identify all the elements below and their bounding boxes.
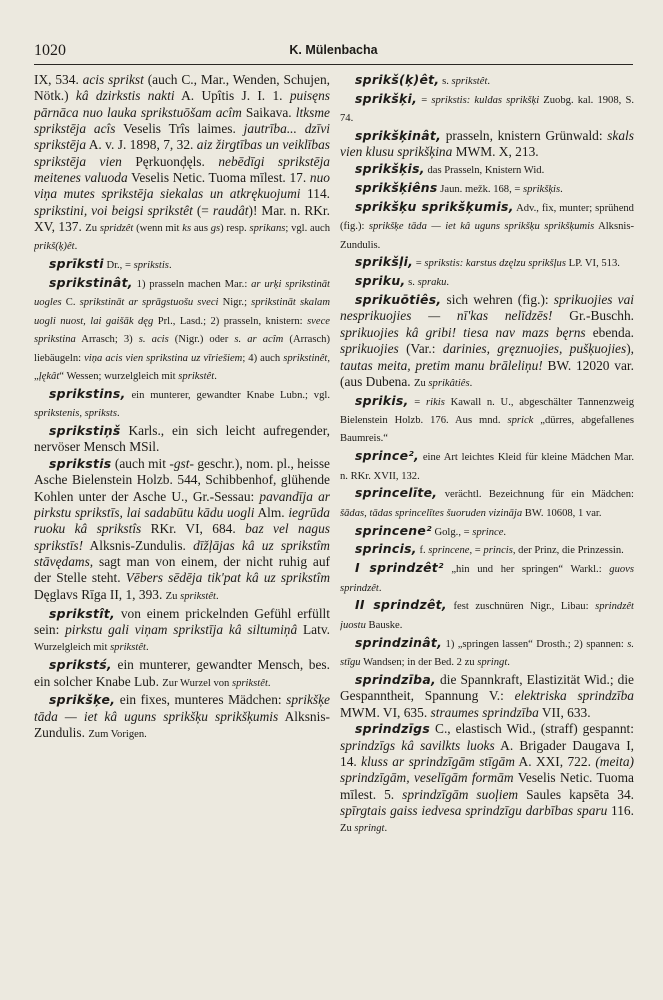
entry-text: sprikuojies kâ gribi! tiesa nav mazs bęrns xyxy=(340,324,586,340)
entry-text: straumes sprindzība xyxy=(430,704,539,720)
entry-text: Pęrkuonḑęls. xyxy=(121,153,219,169)
entry-headword: sprindzība, xyxy=(355,671,436,687)
entry-text: sprikuojies vai nesprikuojies — nī'kas nelīdzēs! xyxy=(340,292,634,324)
entry-text: . xyxy=(507,657,510,668)
entry-text: Latv. xyxy=(297,622,330,637)
entry-text: 1) „springen lassen“ Drosth.; 2) spannen: xyxy=(442,638,628,650)
entry-text: . xyxy=(560,184,563,196)
entry-text: sprikstini, voi beigsi sprikstêt xyxy=(34,202,193,218)
entry-text: . xyxy=(503,526,507,538)
entry-text: ein fixes, munteres Mädchen: xyxy=(115,692,287,708)
entry-headword: sprikstis xyxy=(49,456,112,472)
entry-text: spīrgtais gaiss iedvesa sprindzīgu darbības sparu xyxy=(340,803,608,819)
entry-text: sprikuojies xyxy=(340,341,399,357)
dictionary-entry xyxy=(340,541,634,559)
entry-text: , = xyxy=(469,545,484,557)
entry-text: 1) prasseln machen Mar.: xyxy=(132,279,252,291)
entry-text: rikis xyxy=(426,396,445,408)
entry-text: sprikstêt xyxy=(231,677,268,689)
entry-text: C., elastisch Wid., (straff) gespannt: xyxy=(430,721,634,737)
entry-text: sprikstêt xyxy=(451,76,488,87)
entry-text: Alksnis-Zundulis. xyxy=(340,221,634,251)
entry-text: iegrūda ruoku kâ sprikstîs xyxy=(34,505,330,537)
dictionary-entry xyxy=(34,256,330,274)
dictionary-entry xyxy=(34,72,330,256)
entry-text: ltksme sprikstēja acîs xyxy=(34,104,330,137)
entry-text: C. xyxy=(61,297,80,309)
entry-text: RKr. VI, 684. xyxy=(141,521,246,537)
entry-text: Arrasch; 3) xyxy=(75,334,139,346)
entry-text: s. xyxy=(439,76,452,87)
entry-text: viņa acis vien sprikstina uz vīriešiem xyxy=(84,352,243,364)
entry-text: ebenda. xyxy=(585,324,634,340)
entry-text: springt xyxy=(477,657,508,668)
entry-text: Veselis Netic. Tuoma mīlest. 17. xyxy=(127,170,310,186)
entry-headword: spriku, xyxy=(355,273,406,289)
entry-text: ks xyxy=(182,223,192,235)
entry-text: sprikstis: kuldas sprikšķi xyxy=(431,94,540,106)
entry-text: BW. 10608, 1 var. xyxy=(522,507,602,519)
entry-headword: sprince², xyxy=(355,448,420,464)
entry-text: . xyxy=(446,277,450,289)
dictionary-entry xyxy=(340,721,634,837)
entry-text: jautrība... dzīvi sprikstēja xyxy=(34,121,330,153)
entry-headword: sprindzīgs xyxy=(355,721,430,737)
entry-text: . xyxy=(267,677,271,689)
dictionary-entry xyxy=(340,597,634,634)
entry-text: ļękât xyxy=(38,370,60,382)
dictionary-entry xyxy=(340,485,634,522)
entry-text: Zu xyxy=(414,377,429,389)
entry-text: Golg., = xyxy=(431,526,473,538)
entry-text: raudât xyxy=(212,202,249,218)
entry-text: sich wehren (fig.): xyxy=(441,292,554,308)
dictionary-entry xyxy=(340,91,634,128)
entry-text: princis xyxy=(483,545,513,557)
entry-text: s. acis xyxy=(138,334,169,346)
entry-headword: sprincene² xyxy=(355,522,432,538)
entry-text: kâ dzirkstis nakti xyxy=(75,88,175,104)
entry-text: Veselis Netic. Tuoma mīlest. 5. xyxy=(340,770,634,802)
entry-text: s. xyxy=(405,277,418,289)
dictionary-entry xyxy=(34,606,330,657)
entry-text: pavandīja ar pirkstu sprikstīs, lai sadabūtu kādu uogli xyxy=(34,488,330,521)
entry-text: ar urķi sprikstināt uogles xyxy=(34,279,330,309)
entry-text: (auch C., Mar., Wenden, Schujen, Nötk.) xyxy=(34,72,330,104)
entry-text: 116. xyxy=(607,803,634,819)
dictionary-entry xyxy=(34,423,330,456)
entry-headword: sprincelīte, xyxy=(355,485,438,501)
entry-text: tautas meita, pretim manu brāleliņu! xyxy=(340,357,543,373)
entry-text: . xyxy=(74,241,78,253)
entry-text: acis sprikst xyxy=(82,72,144,87)
entry-text: sprikstis xyxy=(133,260,169,272)
entry-text: = xyxy=(413,258,425,270)
entry-text: springt xyxy=(354,823,385,835)
entry-text: VII, 633. xyxy=(538,704,591,720)
entry-text: spraku xyxy=(417,277,447,289)
entry-text: darinies, gręznuojies, pušķuojies xyxy=(442,341,627,357)
entry-headword: sprindzinât, xyxy=(355,634,443,650)
entry-text: šādas, tādas sprincelītes šuoruden vizināja xyxy=(340,507,523,519)
entry-text: sagt man von einem, der nicht ruhig auf der Stelle steht. xyxy=(34,554,330,586)
entry-text: s. stīgu xyxy=(340,638,634,668)
entry-headword: sprikstś, xyxy=(49,657,112,673)
entry-text: BW. 12020 var. (aus Dubena. xyxy=(340,357,634,389)
entry-text: sprikšķe tāda — iet kâ uguns sprikšķu sprikšķumis xyxy=(368,221,595,233)
entry-text: MWM. VI, 635. xyxy=(340,704,431,720)
entry-text: Bauske. xyxy=(365,619,403,631)
entry-headword: sprincis, xyxy=(355,541,417,557)
entry-headword: sprikš(ķ)êt, xyxy=(355,72,440,87)
entry-text: Alksnis-Zundulis. xyxy=(83,537,194,553)
entry-text: sprikstinêt xyxy=(283,352,328,364)
entry-text: geschr.), nom. pl., heisse Asche Bielenstein Holzb. 544, Schibbenhof, glühende Kohlen unter der Asche U., Gr.-Sessau: xyxy=(34,456,330,504)
entry-text: )! Mar. n. RKr. XV, 137. xyxy=(34,202,330,235)
entry-text: Vēbers sēdēja tik'pat kâ uz sprikstîm xyxy=(125,570,330,586)
entry-text: -gst- xyxy=(169,456,194,472)
entry-text: kluss ar sprindzīgām stīgām xyxy=(361,754,515,770)
entry-text: aiz žirgtības un veiklības sprikstēja vien xyxy=(34,137,330,169)
entry-text: sprince xyxy=(472,526,504,538)
entry-text: pirkstu gali viņam sprikstīja kâ siltumiņâ xyxy=(65,622,298,637)
entry-text: sprikšķe tāda — iet kâ uguns sprikšķu sprikšķumis xyxy=(34,692,330,724)
entry-text: , der Prinz, die Prinzessin. xyxy=(512,545,624,557)
dictionary-entry xyxy=(340,448,634,485)
entry-text: fest zuschnüren Nigr., Libau: xyxy=(446,601,596,613)
entry-headword: sprikstiņš xyxy=(49,422,121,438)
entry-text: . xyxy=(214,370,217,382)
dictionary-entry xyxy=(34,275,330,385)
dictionary-entry xyxy=(340,180,634,198)
entry-text: sprikans xyxy=(249,223,286,235)
entry-text: f. xyxy=(416,545,429,557)
entry-text: Veselis Trîs laimes. xyxy=(115,121,244,137)
entry-text: (Nigr.) oder xyxy=(168,334,235,346)
entry-text: . xyxy=(378,582,382,594)
entry-text: A. XXI, 722. xyxy=(514,754,596,770)
entry-headword: sprikšķis, xyxy=(355,161,425,177)
dictionary-entry xyxy=(340,393,634,448)
entry-text: . xyxy=(117,408,120,420)
page-number: 1020 xyxy=(34,42,66,59)
entry-text: IX, 534. xyxy=(34,72,83,87)
entry-text: sprikstêt xyxy=(180,590,216,602)
left-column xyxy=(34,72,330,987)
entry-text: . xyxy=(384,823,388,835)
entry-text: Alksnis-Zundulis. xyxy=(34,708,330,741)
entry-text: MWM. X, 213. xyxy=(452,144,539,160)
dictionary-entry xyxy=(34,456,330,605)
entry-text: (Arrasch) liebäugeln: xyxy=(34,334,330,364)
entry-text: sprincene xyxy=(428,545,470,557)
entry-text: Zu xyxy=(85,223,100,235)
entry-text: gs xyxy=(210,223,221,235)
entry-text: A. v. J. 1898, 7, 32. xyxy=(86,137,197,153)
entry-text: Prl., Lasd.; 2) prasseln, knistern: xyxy=(153,315,308,327)
entry-text: baz vel nagus sprikstīs! xyxy=(34,521,330,553)
entry-text: sprikâtiês xyxy=(428,377,470,389)
entry-text: ) resp. xyxy=(220,223,250,235)
dictionary-entry xyxy=(340,161,634,179)
dictionary-entry xyxy=(340,292,634,392)
entry-text: Zur Wurzel von xyxy=(162,677,232,689)
dictionary-entry xyxy=(34,386,330,423)
entry-text: spridzêt xyxy=(99,223,134,235)
entry-text: ein munterer, gewandter Knabe Lubn.; vgl. xyxy=(125,389,330,401)
entry-text: Kawall n. U., abgeschälter Tannenzweig Bielenstein Holzb. 176. Aus mnd. xyxy=(340,396,634,427)
entry-text: sprindzêt juostu xyxy=(340,601,634,631)
entry-text: . xyxy=(469,377,473,389)
entry-text: sprikstêt xyxy=(110,642,146,654)
entry-text: sprikstêt xyxy=(178,370,215,382)
entry-headword: sprikuōtiês, xyxy=(355,292,442,308)
entry-text: Adv., fix, munter; sprühend (fig.): xyxy=(340,202,634,233)
entry-text: (auch mit xyxy=(111,456,170,472)
entry-text: LP. VI, 513. xyxy=(565,258,620,270)
dictionary-entry xyxy=(340,254,634,272)
entry-text: “ Wessen; wurzelgleich mit xyxy=(59,370,179,382)
entry-text: guovs sprindzêt xyxy=(340,564,634,594)
entry-text: ein munterer, gewandter Mensch, bes. ein solcher Knabe Lub. xyxy=(34,657,330,689)
entry-text: Saules kapsēta 34. xyxy=(518,786,634,802)
dictionary-entry xyxy=(34,692,330,743)
entry-text: svece sprikstina xyxy=(34,315,330,346)
entry-text: Zu xyxy=(165,590,181,602)
entry-headword: sprikstins, xyxy=(49,385,126,401)
entry-text: (Var.: xyxy=(398,341,443,357)
entry-text: sprikstenis, spriksts xyxy=(34,408,117,420)
dictionary-entry xyxy=(340,635,634,672)
dictionary-entry xyxy=(340,560,634,597)
entry-text: aus xyxy=(191,223,211,235)
entry-text: Zum Vorigen. xyxy=(88,729,147,741)
entry-headword: sprikšķiêns xyxy=(355,180,438,196)
entry-headword: sprikis, xyxy=(355,392,409,408)
entry-text: nebēdīgi sprikstēja meitenes valuoda xyxy=(34,153,330,186)
dictionary-entry xyxy=(340,523,634,541)
entry-text: Gr.-Buschh. xyxy=(552,308,634,324)
entry-text: sprikstināt skalam uogli nuost, lai gaišāk dęg xyxy=(34,297,330,327)
entry-headword: sprikstît, xyxy=(49,605,116,621)
entry-text: sprikstināt ar sprāgstuošu sveci xyxy=(79,297,219,309)
entry-headword: II sprindzêt, xyxy=(355,597,447,613)
entry-text: A. Upîtis J. I. 1. xyxy=(174,88,290,104)
entry-text: sprikstis: karstus dzęlzu sprikšļus xyxy=(424,258,566,270)
entry-text: . xyxy=(168,260,172,272)
entry-headword: sprikšļi, xyxy=(355,254,414,270)
entry-text: . xyxy=(145,642,149,654)
entry-text: skals vien klusu sprikšķina xyxy=(340,128,634,160)
entry-text: . xyxy=(487,76,491,87)
entry-text: s. ar acîm xyxy=(234,334,284,346)
entry-headword: I sprindzêt² xyxy=(355,560,444,576)
dictionary-entry xyxy=(340,128,634,161)
entry-text: Karls., ein sich leicht aufregender, nervöser Mensch MSil. xyxy=(34,422,330,455)
entry-text: das Prasseln, Knistern Wid. xyxy=(424,165,545,177)
entry-text: (= xyxy=(192,202,213,218)
page-header xyxy=(34,42,633,65)
entry-text: verächtl. Bezeichnung für ein Mädchen: xyxy=(437,489,634,501)
entry-text: sprindzīgām suoļiem xyxy=(402,786,519,802)
entry-text: Dęglavs Rīga II, 1, 393. xyxy=(34,586,166,602)
entry-text: A. Brigader Daugava I, 14. xyxy=(340,737,634,770)
entry-text: eine Art leichtes Kleid für kleine Mädchen Mar. n. RKr. XVII, 132. xyxy=(340,452,634,482)
entry-headword: sprikstinât, xyxy=(49,275,133,291)
entry-text: sprikšķis xyxy=(523,184,561,196)
entry-text: (wenn mit xyxy=(133,223,183,235)
dictionary-entry xyxy=(340,199,634,254)
entry-text: ; 4) auch xyxy=(242,352,284,364)
entry-text: Zuobg. kal. 1908, S. 74. xyxy=(340,94,634,125)
entry-text: Dr., = xyxy=(103,260,134,272)
entry-headword: sprīksti xyxy=(49,256,104,272)
entry-text: ; vgl. auch xyxy=(285,223,330,235)
entry-text: ), xyxy=(626,341,634,357)
entry-text: Alm. xyxy=(254,505,289,521)
entry-text: von einem prickelnden Gefühl erfüllt sein: xyxy=(34,605,330,637)
entry-text: „dürres, abgefallenes Baumreis.“ xyxy=(340,415,634,445)
entry-text: . xyxy=(215,590,219,602)
entry-text: puisęns pārnāca nuo lauka sprikstuōšam acîm xyxy=(34,88,330,120)
entry-text: Wurzelgleich mit xyxy=(34,642,111,654)
entry-text: = xyxy=(417,94,432,106)
entry-text: „hin und her springen“ Warkl.: xyxy=(443,564,610,576)
entry-headword: sprikšķinât, xyxy=(355,128,442,144)
entry-text: nuo viņa mutes sprikstēja siekalas un atkrękuojumi xyxy=(34,170,330,202)
entry-text: (meita) sprindzīgām, veselīgām formām xyxy=(340,754,634,786)
entry-text: elektriska sprindzība xyxy=(514,688,634,704)
entry-text: Nigr.; xyxy=(218,297,252,309)
entry-text: = xyxy=(408,396,426,408)
entry-text: Zu xyxy=(340,823,355,835)
entry-text: prikš(ķ)êt xyxy=(34,241,75,253)
entry-headword: sprikšķe, xyxy=(49,692,116,708)
entry-text: prasseln, knistern Grünwald: xyxy=(441,128,608,144)
entry-text: die Spannkraft, Elastizität Wid.; die Gespanntheit, Spannung V.: xyxy=(340,671,634,704)
dictionary-entry xyxy=(340,672,634,721)
entry-text: dīžļājas kâ uz sprikstîm stāvędams, xyxy=(34,537,330,570)
entry-text: Saikava. xyxy=(241,104,296,120)
entry-text: Wandsen; in der Bed. 2 zu xyxy=(360,657,478,668)
entry-text: 114. xyxy=(300,186,330,202)
running-head: K. Mülenbacha xyxy=(289,43,378,57)
entry-headword: sprikšķi, xyxy=(355,90,418,106)
dictionary-entry xyxy=(340,72,634,90)
entry-headword: sprikšķu sprikšķumis, xyxy=(355,198,514,214)
entry-text: sprick xyxy=(507,415,534,427)
dictionary-entry xyxy=(340,273,634,291)
entry-text: , „ xyxy=(34,352,330,382)
entry-text: sprindzīgs kâ savilkts luoks xyxy=(340,737,495,753)
entry-text: Jaun. mežk. 168, = xyxy=(437,184,524,196)
dictionary-entry xyxy=(34,657,330,692)
right-column xyxy=(340,72,634,987)
